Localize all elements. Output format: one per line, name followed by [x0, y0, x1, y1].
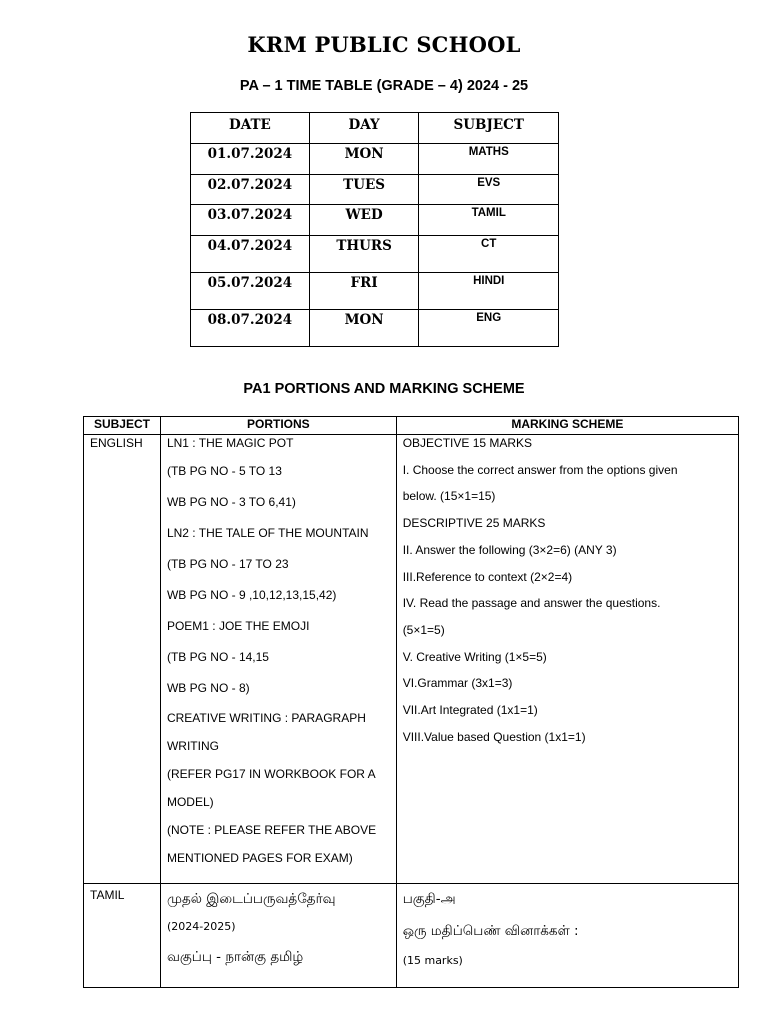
table-row [191, 236, 559, 273]
portion-line: MENTIONED PAGES FOR EXAM) [166, 851, 353, 865]
subject-cell [84, 884, 161, 988]
portion-line: (NOTE : PLEASE REFER THE ABOVE [166, 823, 377, 837]
portion-line: WB PG NO - 3 TO 6,41) [166, 495, 296, 509]
day-cell: MON [309, 310, 419, 347]
date-cell: 04.07.2024 [191, 236, 310, 273]
day-cell: FRI [309, 273, 419, 310]
marking-line: IV. Read the passage and answer the questions. [402, 596, 661, 611]
portion-line: (TB PG NO - 14,15 [166, 650, 269, 664]
marking-line: III.Reference to context (2×2=4) [402, 569, 573, 584]
marking-line: (5×1=5) [402, 622, 445, 637]
subject-cell: MATHS [419, 144, 559, 175]
marking-line: VIII.Value based Question (1x1=1) [402, 729, 586, 744]
marking-line: பகுதி-அ [402, 891, 456, 907]
tamil-subject: TAMIL [90, 888, 125, 902]
marking-line: II. Answer the following (3×2=6) (ANY 3) [402, 542, 617, 557]
portion-line: MODEL) [166, 795, 214, 809]
date-cell: 08.07.2024 [191, 310, 310, 347]
tamil-marking-scheme [396, 884, 738, 988]
header-day: DAY [309, 113, 419, 144]
subject-cell: EVS [419, 175, 559, 205]
subject-cell [84, 435, 161, 884]
portions-marking-table [83, 416, 739, 988]
portion-line: (REFER PG17 IN WORKBOOK FOR A [166, 767, 376, 781]
portion-line: LN1 : THE MAGIC POT [166, 436, 294, 450]
english-subject: ENGLISH [90, 436, 143, 450]
marking-line: OBJECTIVE 15 MARKS [402, 436, 533, 450]
portion-line: WRITING [166, 739, 219, 753]
header-date: DATE [191, 113, 310, 144]
portion-line: முதல் இடைப்பருவத்தேர்வு [166, 891, 336, 907]
tamil-row [84, 884, 739, 988]
date-cell: 02.07.2024 [191, 175, 310, 205]
portions-title: PA1 PORTIONS AND MARKING SCHEME [243, 381, 525, 397]
marking-line: I. Choose the correct answer from the options given [402, 462, 678, 477]
day-cell: TUES [309, 175, 419, 205]
portion-line: (TB PG NO - 17 TO 23 [166, 557, 289, 571]
timetable-header-row [191, 113, 559, 144]
date-cell: 01.07.2024 [191, 144, 310, 175]
marking-line: VI.Grammar (3x1=3) [402, 676, 513, 691]
header-subject: SUBJECT [84, 417, 161, 435]
english-marking-scheme [396, 435, 738, 884]
subject-cell: ENG [419, 310, 559, 347]
portion-line: WB PG NO - 9 ,10,12,13,15,42) [166, 588, 337, 602]
date-cell: 03.07.2024 [191, 205, 310, 236]
subject-cell: HINDI [419, 273, 559, 310]
day-cell: MON [309, 144, 419, 175]
portion-line: WB PG NO - 8) [166, 681, 250, 695]
date-cell: 05.07.2024 [191, 273, 310, 310]
subject-cell: CT [419, 236, 559, 273]
header-portions: PORTIONS [160, 417, 396, 435]
subject-cell: TAMIL [419, 205, 559, 236]
day-cell: WED [309, 205, 419, 236]
marking-line: V. Creative Writing (1×5=5) [402, 649, 547, 664]
portion-line: POEM1 : JOE THE EMOJI [166, 619, 310, 633]
timetable-title: PA – 1 TIME TABLE (GRADE – 4) 2024 - 25 [239, 78, 529, 94]
timetable [190, 112, 559, 347]
day-cell: THURS [309, 236, 419, 273]
table-row [191, 144, 559, 175]
marking-line: DESCRIPTIVE 25 MARKS [402, 516, 546, 531]
portion-line: (TB PG NO - 5 TO 13 [166, 464, 282, 478]
marking-line: ஒரு மதிப்பெண் வினாக்கள் : [402, 923, 579, 939]
marking-line: VII.Art Integrated (1x1=1) [402, 703, 538, 718]
table-row [191, 310, 559, 347]
portion-line: வகுப்பு - நான்கு தமிழ் [166, 949, 304, 965]
table-row [191, 205, 559, 236]
english-portions [160, 435, 396, 884]
tamil-portions [160, 884, 396, 988]
table-row [191, 175, 559, 205]
school-name: KRM PUBLIC SCHOOL [247, 32, 521, 57]
portion-line: (2024-2025) [166, 920, 236, 933]
marking-line: (15 marks) [402, 954, 463, 967]
english-row [84, 435, 739, 884]
portion-line: LN2 : THE TALE OF THE MOUNTAIN [166, 526, 369, 540]
portion-line: CREATIVE WRITING : PARAGRAPH [166, 711, 366, 725]
header-marking-scheme: MARKING SCHEME [396, 417, 738, 435]
header-subject: SUBJECT [419, 113, 559, 144]
table-row [191, 273, 559, 310]
marking-line: below. (15×1=15) [402, 489, 496, 504]
